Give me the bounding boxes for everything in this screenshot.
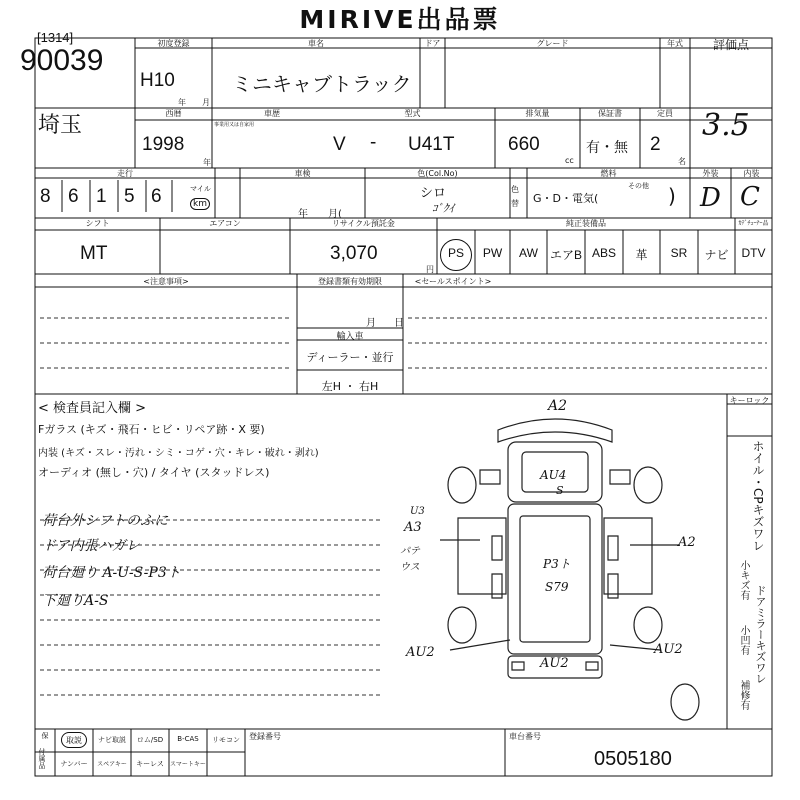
footer-opt-keyless: キーレス	[136, 760, 164, 768]
hand-note-3: 荷台廻り A-U-S-P3ト	[42, 565, 181, 581]
header-vehicle-type: 車歴	[264, 109, 280, 118]
rating-value: 3.5	[702, 108, 750, 143]
mark-rear-right: AU2	[654, 642, 683, 657]
mileage-unit-mile: マイル	[190, 185, 211, 193]
footer-opt-remote: リモコン	[212, 736, 240, 744]
interior-grade: C	[740, 182, 760, 212]
fuel-value: G・D・電気(	[533, 192, 599, 205]
header-keylock: キーロック	[729, 396, 770, 405]
footer-opt-navi-manual: ナビ取説	[98, 736, 126, 744]
mileage-digit-5: 6	[151, 186, 162, 207]
inspector-line-interior: 内装 (キズ・スレ・汚れ・シミ・コゲ・穴・キレ・破れ・剥れ)	[38, 448, 319, 459]
year-nen-label: 年	[203, 158, 211, 167]
era-tsuki-label: 月	[202, 98, 210, 107]
header-model: 型式	[404, 109, 421, 118]
exterior-grade: D	[700, 183, 721, 213]
footer-opt-smart-key: スマートキー	[170, 761, 206, 768]
hand-note-1: 荷台外シフトのふに	[42, 513, 168, 529]
chassis-number-value: 0505180	[594, 748, 672, 770]
import-dealer: ディーラー・並行	[306, 351, 394, 364]
equip-leather: 革	[635, 248, 648, 262]
footer-label-top: 保	[41, 732, 49, 740]
side-text-wheel: ホイル・CPキズワレ	[751, 440, 765, 552]
mark-right: A2	[678, 535, 696, 550]
header-chassis-number: 車台番号	[509, 732, 541, 741]
import-handle: 左H ・ 右H	[321, 380, 379, 393]
mileage-digit-3: 1	[96, 186, 107, 207]
region: 埼玉	[38, 113, 83, 138]
displacement-unit: cc	[565, 156, 574, 165]
capacity-value: 2	[650, 134, 661, 155]
color-name: シロ	[420, 186, 447, 201]
side-text-small-dent: 小凹有	[738, 625, 749, 655]
color-no: ｺﾞｸｲ	[432, 202, 454, 215]
car-name-value: ミニキャブトラック	[232, 72, 412, 96]
mileage-digit-4: 5	[124, 186, 135, 207]
hand-note-4: 下廻りA-S	[42, 593, 109, 609]
model-value: U41T	[408, 134, 455, 155]
mark-bed: P3ト	[543, 557, 571, 571]
model-prefix: V	[333, 134, 346, 155]
shift-value: MT	[80, 243, 108, 264]
header-recycle: リサイクル預託金	[332, 219, 395, 228]
header-car-name: 車名	[308, 39, 324, 48]
equip-dtv: DTV	[741, 246, 766, 260]
header-reg-doc: 登録書類有効期限	[318, 277, 382, 286]
header-model-year-code: 年式	[667, 39, 683, 48]
lot-code: [1314]	[37, 30, 74, 45]
side-text-mirror: ドアミラーキズワレ	[754, 585, 767, 684]
reg-doc-day: 日	[394, 318, 404, 329]
side-text-small-scratch: 小キズ有	[738, 560, 749, 600]
header-navi-tuner: ｶﾃﾞﾁｭｰﾅｰ品	[738, 220, 769, 227]
header-exterior: 外装	[702, 169, 719, 178]
era-nen-label: 年	[178, 98, 186, 107]
displacement-value: 660	[508, 134, 540, 155]
header-capacity: 定員	[657, 109, 673, 118]
mark-left-sub: U3	[410, 506, 425, 517]
header-interior: 内装	[743, 169, 760, 178]
mark-rear-left: AU2	[406, 645, 435, 660]
year-value: 1998	[142, 134, 185, 155]
mark-front: A2	[548, 398, 568, 414]
footer-label-bottom: 付属品	[38, 748, 46, 769]
equip-ps: PS	[447, 246, 464, 260]
header-shift: シフト	[85, 219, 110, 228]
footer-opt-number: ナンバー	[60, 760, 88, 768]
footer-opt-manual: 取説	[66, 736, 82, 745]
header-notes: <注意事項>	[143, 277, 189, 286]
recycle-value: 3,070	[330, 243, 378, 264]
reg-doc-month: 月	[366, 318, 376, 329]
inspector-line-audio: オーディオ (無し・穴) / タイヤ (スタッドレス)	[38, 466, 270, 479]
sheet-title: MIRIVE出品票	[299, 5, 501, 34]
vehicle-note: 事業用又は自家用	[214, 122, 255, 128]
mark-bed-sub: S79	[545, 580, 569, 594]
mark-left-sub2: パテ	[400, 546, 420, 557]
header-color: 色(Col.No)	[417, 169, 458, 178]
equip-sr: SR	[670, 246, 688, 260]
equip-navi: ナビ	[704, 248, 729, 262]
header-shaken: 車検	[294, 169, 311, 178]
header-sales-point: <セールスポイント>	[414, 277, 492, 286]
first-reg-value: H10	[140, 70, 175, 91]
header-reg-number: 登録番号	[249, 732, 281, 741]
equip-abs: ABS	[591, 246, 616, 260]
footer-opt-spare-key: スペアキー	[97, 761, 127, 768]
header-year: 西暦	[165, 109, 182, 118]
side-text-repair: 補修有	[738, 680, 749, 710]
model-dash: -	[370, 132, 377, 153]
header-grade: グレード	[536, 39, 569, 48]
fuel-close-paren: )	[668, 184, 676, 208]
equip-airbag: エアB	[549, 248, 582, 262]
equip-aw: AW	[519, 246, 538, 260]
mark-rear-center: AU2	[540, 656, 569, 671]
hand-note-2: ドア内張ハガレ	[42, 538, 140, 554]
header-aircon: エアコン	[209, 219, 241, 228]
header-displacement: 排気量	[525, 109, 550, 118]
header-door: ドア	[424, 39, 441, 48]
fuel-other-label: その他	[628, 182, 649, 190]
mark-roof: AU4	[540, 468, 567, 482]
recycle-unit: 円	[426, 265, 434, 274]
footer-opt-bcas: B-CAS	[177, 735, 199, 743]
header-first-reg: 初度登録	[157, 39, 190, 48]
inspector-line-glass: Fガラス (キズ・飛石・ヒビ・リペア跡・X 要)	[38, 423, 265, 436]
capacity-unit: 名	[678, 157, 686, 166]
header-inspector: < 検査員記入欄 >	[38, 401, 147, 416]
footer-opt-manual-circle	[61, 732, 87, 748]
header-equipment: 純正装備品	[566, 219, 606, 228]
mileage-digit-1: 8	[40, 186, 51, 207]
shaken-value: 年 月(	[298, 209, 342, 220]
mileage-digit-2: 6	[68, 186, 79, 207]
mark-left: A3	[404, 520, 422, 535]
footer-opt-rom: ロム/SD	[136, 736, 164, 744]
mileage-unit-km: km	[190, 198, 210, 210]
header-mileage: 走行	[117, 169, 133, 178]
header-fuel: 燃料	[600, 169, 617, 178]
header-warranty: 保証書	[598, 109, 622, 118]
mark-left-sub3: ウス	[400, 562, 420, 573]
equip-pw: PW	[482, 246, 503, 260]
equip-ps-circle	[440, 239, 472, 271]
lot-number: 90039	[20, 44, 104, 77]
header-rating: 評価点	[712, 38, 749, 52]
warranty-value: 有・無	[586, 140, 628, 156]
mark-roof-sub: S	[556, 484, 564, 497]
header-import: 輸入車	[336, 332, 364, 342]
color-change-label: 色替	[511, 185, 519, 208]
